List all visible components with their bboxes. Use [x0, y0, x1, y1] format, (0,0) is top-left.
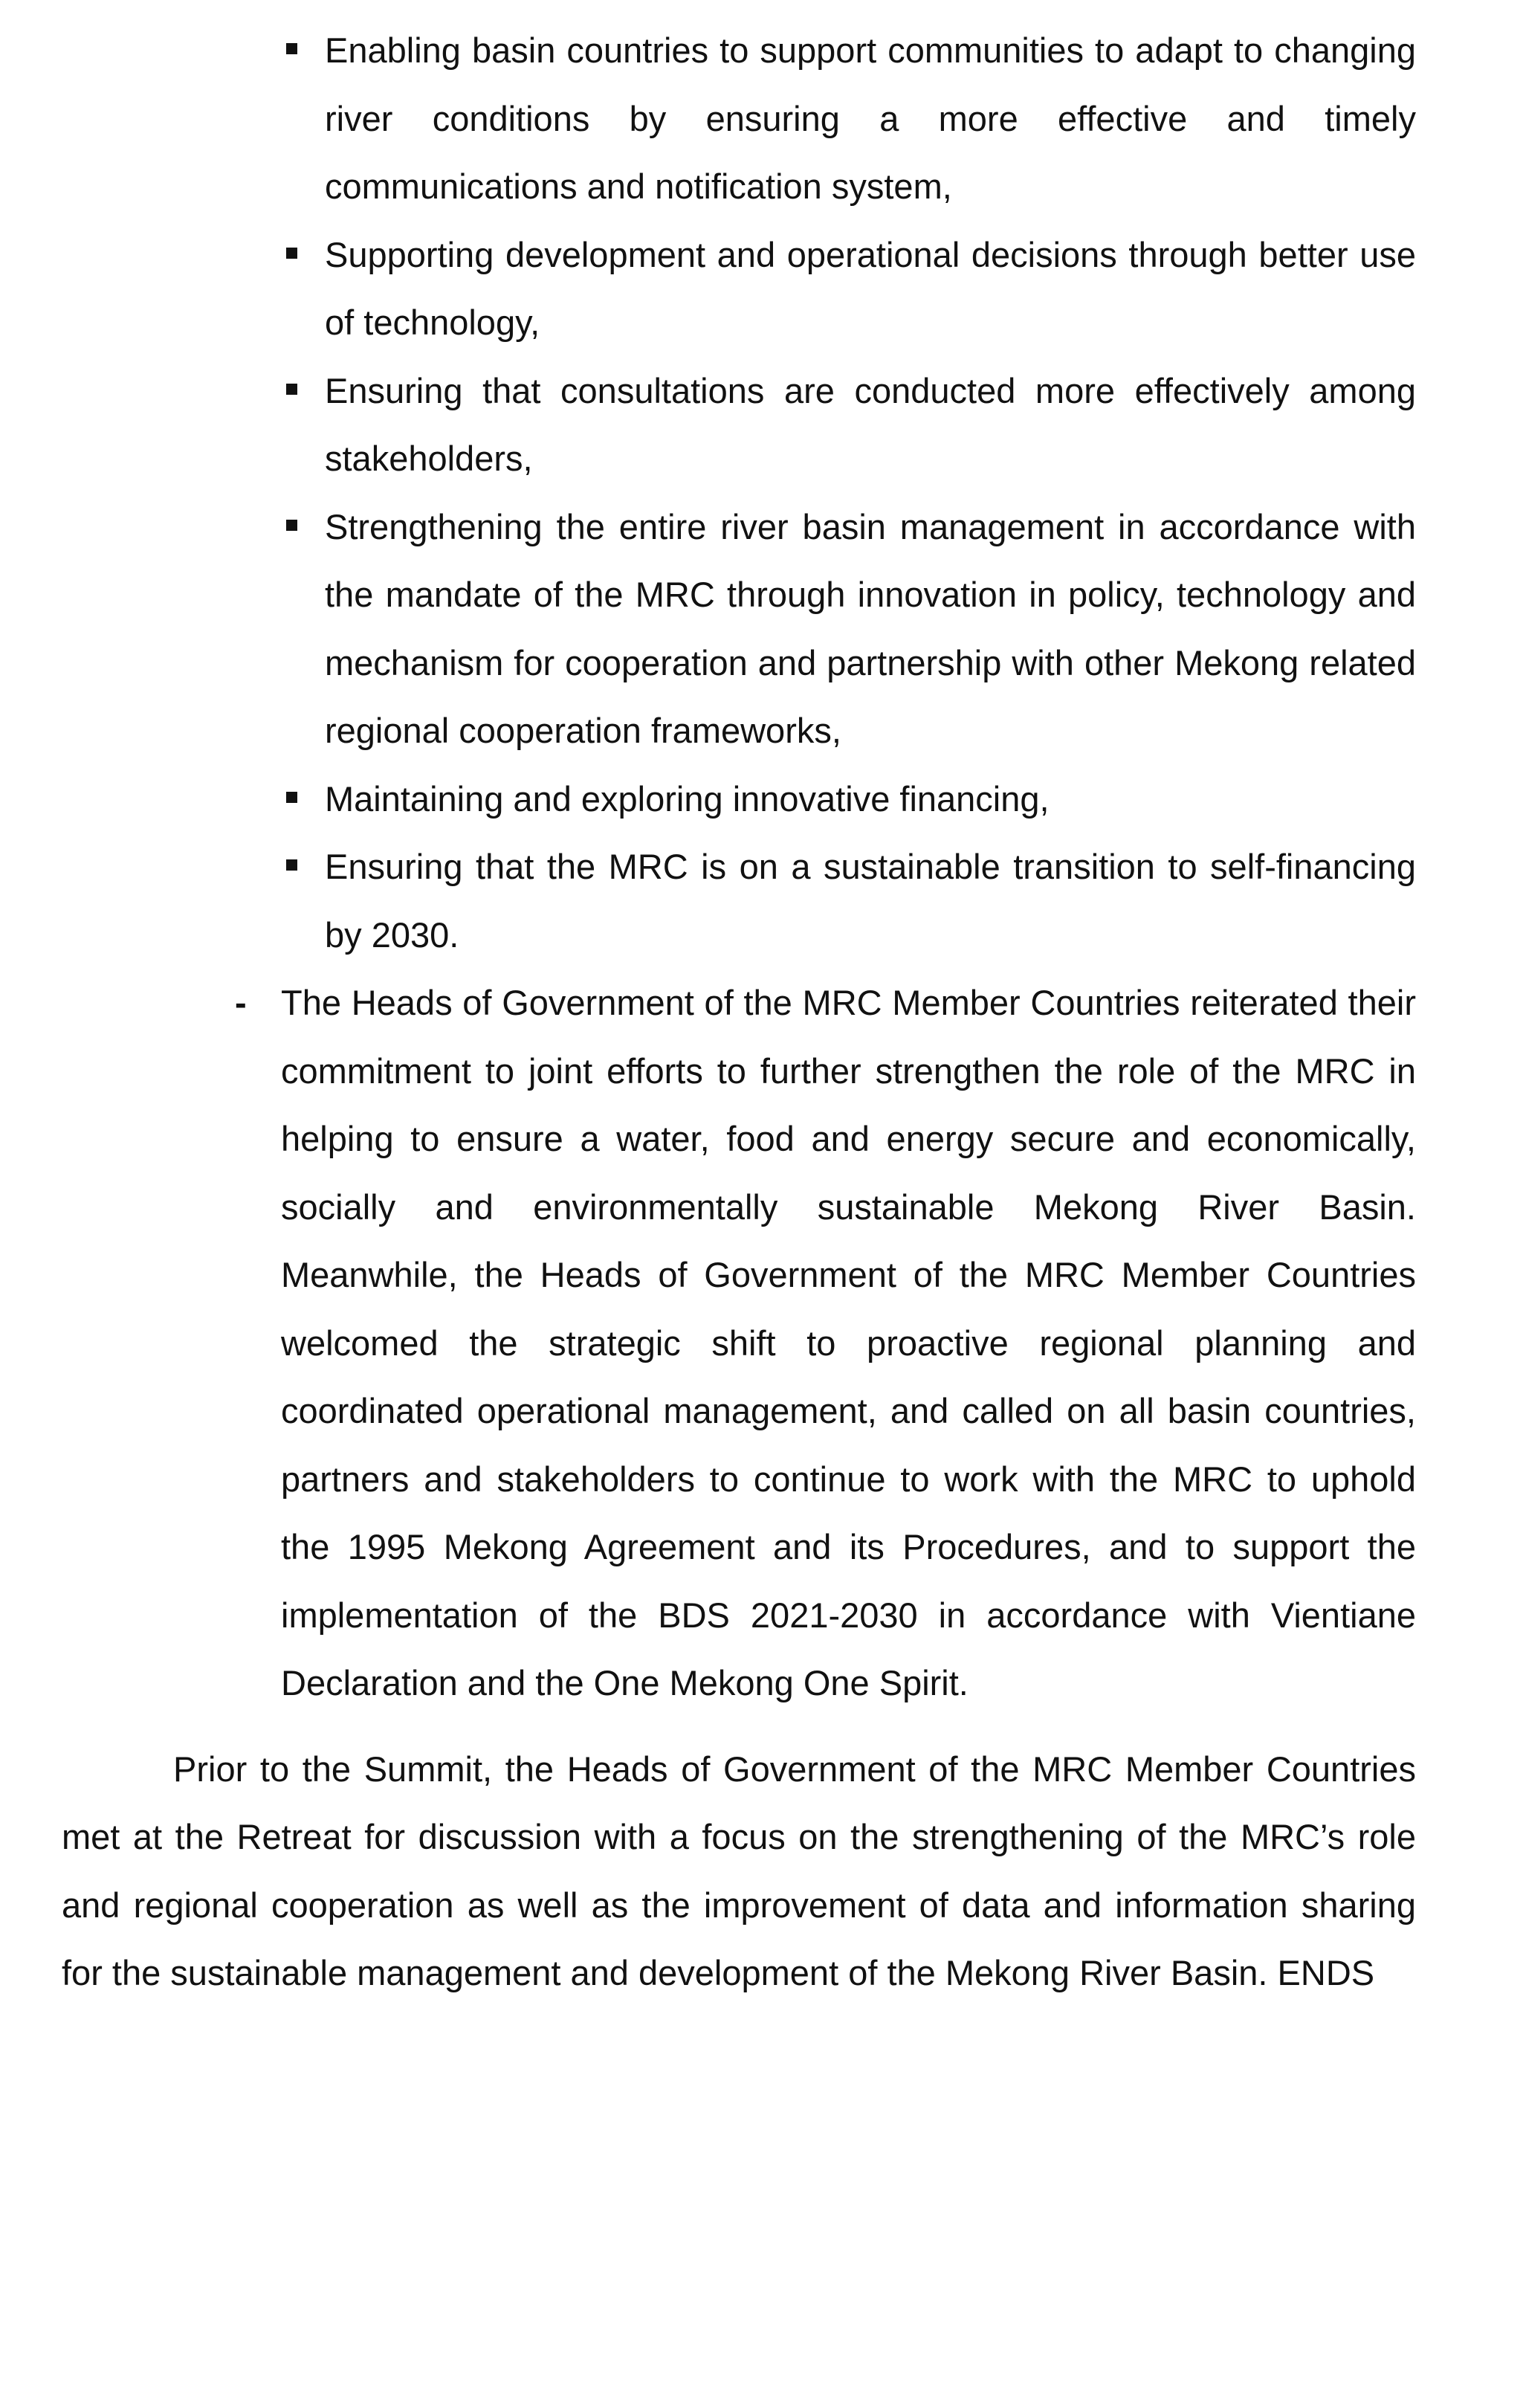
dash-item-text: The Heads of Government of the MRC Member Countries reiterated their commitment to joint efforts to further strengthen the role of the MRC in helping to ensure a water, food and energy secure and economically, socially and environmentally sustainable Mekong River Basin. Meanwhile, the Heads of Government of the MRC Member Countries welcomed the strategic shift to proactive regional planning and coordinated operational management, and called on all basin countries, partners and stakeholders to continue to work with the MRC to uphold the 1995 Mekong Agreement and its Procedures, and to support the implementation of the BDS 2021-2030 in accordance with Vientiane Declaration and the One Mekong One Spirit. — [281, 983, 1416, 1702]
dash-list-item — [235, 969, 1416, 1717]
square-bullet-icon — [286, 43, 297, 54]
bullet-item-consultations — [325, 357, 1416, 493]
bullet-text: Ensuring that the MRC is on a sustainable transition to self-financing by 2030. — [325, 847, 1416, 955]
bullet-item-self-financing — [325, 833, 1416, 969]
bullet-text: Supporting development and operational decisions through better use of technology, — [325, 234, 1416, 342]
square-bullet-icon — [286, 248, 297, 259]
bullet-text: Strengthening the entire river basin management in accordance with the mandate of the MRC through innovation in policy, technology and mechanism for cooperation and partnership with other Mekong related regional cooperation frameworks, — [325, 506, 1416, 750]
bullet-item-technology — [325, 221, 1416, 357]
bullet-text: Ensuring that consultations are conducted more effectively among stakeholders, — [325, 370, 1416, 478]
square-bullet-icon — [286, 520, 297, 531]
bullet-item-basin-management — [325, 493, 1416, 765]
closing-paragraph: Prior to the Summit, the Heads of Government of the MRC Member Countries met at the Retreat for discussion with a focus on the strengthening of the MRC’s role and regional cooperation as well as the improvement of data and information sharing for the sustainable management and development of the Mekong River Basin. ENDS — [62, 1749, 1416, 1992]
dash-marker: - — [235, 983, 247, 1022]
bullet-item-communications — [325, 16, 1416, 221]
square-bullet-icon — [286, 792, 297, 803]
bullet-list — [0, 16, 1523, 969]
bullet-text: Maintaining and exploring innovative financing, — [325, 778, 1050, 819]
square-bullet-icon — [286, 859, 297, 871]
square-bullet-icon — [286, 384, 297, 395]
bullet-text: Enabling basin countries to support communities to adapt to changing river conditions by ensuring a more effective and timely communications and notification system, — [325, 30, 1416, 206]
document-body — [0, 16, 1523, 2042]
bullet-item-financing — [325, 765, 1416, 833]
